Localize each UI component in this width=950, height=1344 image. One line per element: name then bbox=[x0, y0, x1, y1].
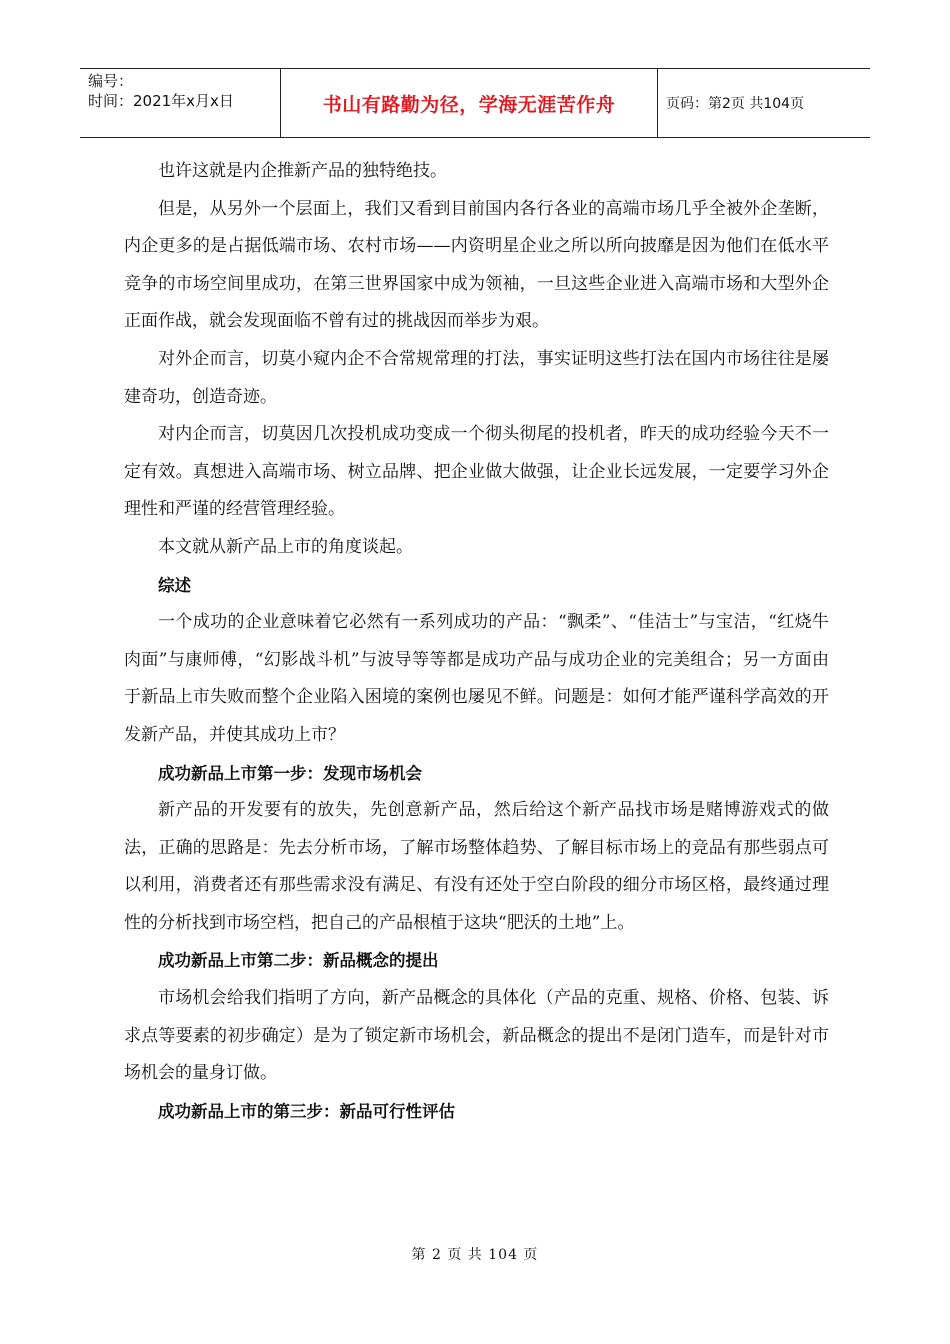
paragraph: 本文就从新产品上市的角度谈起。 bbox=[158, 536, 413, 557]
paragraph: 对内企而言，切莫因几次投机成功变成一个彻头彻尾的投机者，昨天的成功经验今天不一定有效。真想进入高端市场、树立品牌、把企业做大做强，让企业长远发展，一定要学习外企理性和严谨的经营管理经验。 bbox=[124, 424, 829, 520]
header-meta-cell bbox=[80, 69, 281, 137]
header-page-cell bbox=[658, 69, 870, 137]
page-header bbox=[80, 68, 870, 138]
header-motto-cell bbox=[281, 69, 658, 137]
section-heading: 成功新品上市第二步：新品概念的提出 bbox=[158, 951, 439, 971]
document-number-label: 编号： bbox=[88, 72, 134, 90]
paragraph: 但是，从另外一个层面上，我们又看到目前国内各行各业的高端市场几乎全被外企垄断，内企更多的是占据低端市场、农村市场——内资明星企业之所以所向披靡是因为他们在低水平竞争的市场空间里成功，在第三世界国家中成为领袖，一旦这些企业进入高端市场和大型外企正面作战，就会发现面临不曾有过的挑战因而举步为艰。 bbox=[124, 198, 829, 332]
header-motto: 书山有路勤为径，学海无涯苦作舟 bbox=[322, 93, 616, 116]
document-date: 时间：2021年x月x日 bbox=[88, 92, 234, 110]
section-heading: 成功新品上市的第三步：新品可行性评估 bbox=[158, 1101, 455, 1121]
paragraph: 市场机会给我们指明了方向，新产品概念的具体化（产品的克重、规格、价格、包装、诉求点等要素的初步确定）是为了锁定新市场机会，新品概念的提出不是闭门造车，而是针对市场机会的量身订做。 bbox=[124, 988, 829, 1084]
paragraph: 新产品的开发要有的放失，先创意新产品，然后给这个新产品找市场是赌博游戏式的做法，正确的思路是：先去分析市场，了解市场整体趋势、了解目标市场上的竞品有那些弱点可以利用，消费者还有那些需求没有满足、有没有还处于空白阶段的细分市场区格，最终通过理性的分析找到市场空档，把自己的产品根植于这块“肥沃的土地”上。 bbox=[124, 800, 829, 933]
paragraph: 一个成功的企业意味着它必然有一系列成功的产品：“飘柔”、“佳洁士”与宝洁，“红烧牛肉面”与康师傅，“幻影战斗机”与波导等等都是成功产品与成功企业的完美组合；另一方面由于新品上市失败而整个企业陷入困境的案例也屡见不鲜。问题是：如何才能严谨科学高效的开发新产品，并使其成功上市？ bbox=[124, 612, 829, 745]
section-heading: 综述 bbox=[158, 575, 191, 595]
section-heading: 成功新品上市第一步：发现市场机会 bbox=[158, 763, 422, 783]
paragraph: 也许这就是内企推新产品的独特绝技。 bbox=[158, 161, 447, 181]
paragraph: 对外企而言，切莫小窥内企不合常规常理的打法，事实证明这些打法在国内市场往往是屡建奇功，创造奇迹。 bbox=[124, 348, 829, 407]
page-footer: 第 2 页 共 104 页 bbox=[411, 1247, 539, 1263]
header-page-info: 页码：第2页 共104页 bbox=[666, 96, 805, 112]
document-body bbox=[124, 153, 829, 1130]
